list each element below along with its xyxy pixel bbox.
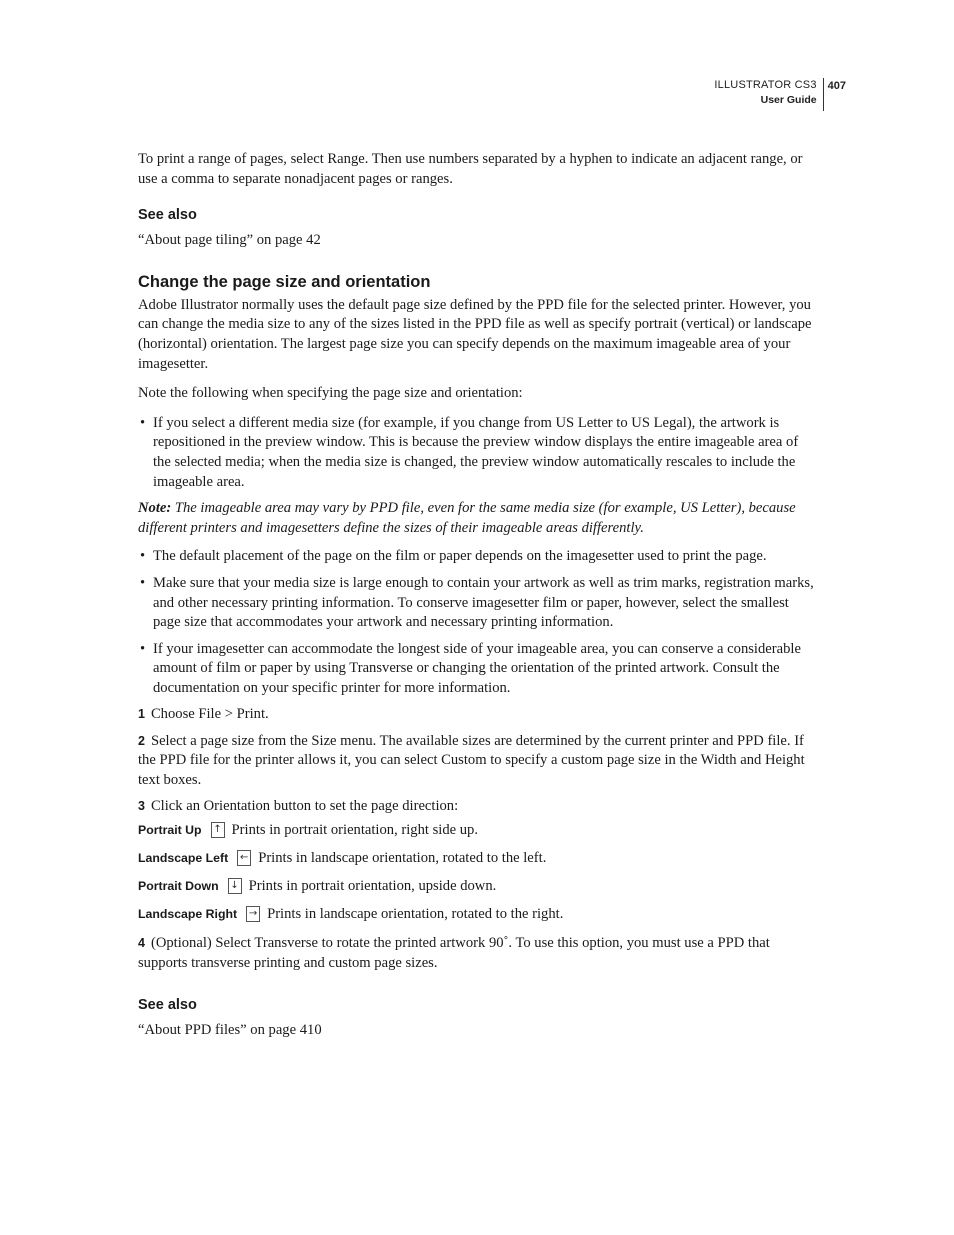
orientation-label: Portrait Down — [138, 879, 219, 894]
see-also-heading: See also — [138, 996, 197, 1013]
see-also-heading: See also — [138, 207, 197, 224]
list-item — [138, 414, 816, 492]
see-also-link-ppd-files[interactable]: “About PPD files” on page 410 — [138, 1021, 322, 1038]
header-text — [714, 78, 822, 108]
orientation-row-portrait-up — [138, 820, 816, 840]
landscape-right-icon[interactable]: → — [246, 906, 260, 922]
step-text: Select a page size from the Size menu. The available sizes are determined by the current printer and PPD file. If the PPD file for the printer allows it, you can select Custom to specify a custom page size in the Width and Height text boxes. — [138, 732, 805, 788]
list-item — [138, 547, 816, 567]
page-number: 407 — [827, 80, 846, 92]
see-also-link-page-tiling[interactable]: “About page tiling” on page 42 — [138, 232, 321, 249]
bullet-list-a — [138, 414, 816, 492]
list-item — [138, 640, 816, 699]
orientation-label: Landscape Right — [138, 907, 238, 922]
bullet-marker: • — [140, 640, 146, 657]
note-text: The imageable area may vary by PPD file, even for the same media size (for example, US Letter), because different printers and imagesetters define the sizes of their imageable areas differently. — [138, 500, 796, 536]
header-guide: User Guide — [760, 94, 817, 106]
section-heading: Change the page size and orientation — [138, 272, 431, 291]
step-text: Click an Orientation button to set the page direction: — [150, 797, 459, 814]
bullet-marker: • — [140, 414, 146, 431]
section-paragraph-1: Adobe Illustrator normally uses the default page size defined by the PPD file for the selected printer. However, you can change the media size to any of the sizes listed in the PPD file as well as specify portrait (vertical) or landscape (horizontal) orientation. The largest page size you can specify depends on the maximum imageable area of your imagesetter. — [138, 296, 812, 372]
orientation-label: Landscape Left — [138, 851, 229, 866]
bullet-marker: • — [140, 548, 146, 565]
orientation-description: Prints in portrait orientation, upside down. — [248, 877, 497, 894]
step-text: (Optional) Select Transverse to rotate the printed artwork 90˚. To use this option, you must use a PPD that supports transverse printing and custom page sizes. — [138, 935, 770, 972]
page-header — [714, 78, 846, 111]
header-product: ILLUSTRATOR CS3 — [714, 79, 817, 91]
orientation-row-portrait-down — [138, 876, 816, 896]
intro-paragraph: To print a range of pages, select Range. Then use numbers separated by a hyphen to indicate an adjacent range, or use a comma to separate nonadjacent pages or ranges. — [138, 151, 803, 187]
bullet-list-b — [138, 547, 816, 698]
list-item — [138, 574, 816, 633]
orientation-description: Prints in landscape orientation, rotated to the right. — [267, 905, 564, 922]
orientation-row-landscape-left — [138, 848, 816, 868]
step-3 — [138, 797, 816, 817]
note-paragraph — [138, 499, 816, 538]
portrait-up-icon[interactable]: ↑ — [211, 822, 225, 838]
bullet-marker: • — [140, 574, 146, 591]
step-text: Choose File > Print. — [150, 706, 269, 723]
orientation-label: Portrait Up — [138, 823, 202, 838]
portrait-down-icon[interactable]: ↓ — [228, 878, 242, 894]
list-item-text: If your imagesetter can accommodate the longest side of your imageable area, you can conserve a considerable amount of film or paper by using Transverse or changing the orientation of the printed artwork. Consult the documentation on your specific printer for more information. — [153, 640, 801, 696]
step-number: 3 — [138, 798, 145, 813]
step-number: 1 — [138, 707, 145, 722]
list-item-text: If you select a different media size (for example, if you change from US Letter to US Legal), the artwork is repositioned in the preview window. This is because the preview window displays the entire imageable area of the selected media; when the media size is changed, the preview window automatically rescales to include the imageable area. — [153, 414, 799, 490]
list-item-text: The default placement of the page on the film or paper depends on the imagesetter used to print the page. — [153, 548, 767, 565]
landscape-left-icon[interactable]: ← — [237, 850, 251, 866]
orientation-row-landscape-right — [138, 904, 816, 924]
step-number: 2 — [138, 733, 145, 748]
step-4 — [138, 934, 816, 973]
note-label: Note: — [138, 500, 172, 517]
step-1 — [138, 705, 816, 725]
section-paragraph-2: Note the following when specifying the page size and orientation: — [138, 385, 523, 402]
list-item-text: Make sure that your media size is large enough to contain your artwork as well as trim marks, registration marks, and other necessary printing information. To conserve imagesetter film or paper, however, select the smallest page size that accommodates your artwork and necessary printing information. — [153, 574, 814, 631]
step-number: 4 — [138, 936, 145, 951]
orientation-description: Prints in landscape orientation, rotated to the left. — [258, 849, 547, 866]
page-body — [138, 150, 816, 1040]
step-2 — [138, 732, 816, 791]
orientation-description: Prints in portrait orientation, right side up. — [231, 821, 478, 838]
